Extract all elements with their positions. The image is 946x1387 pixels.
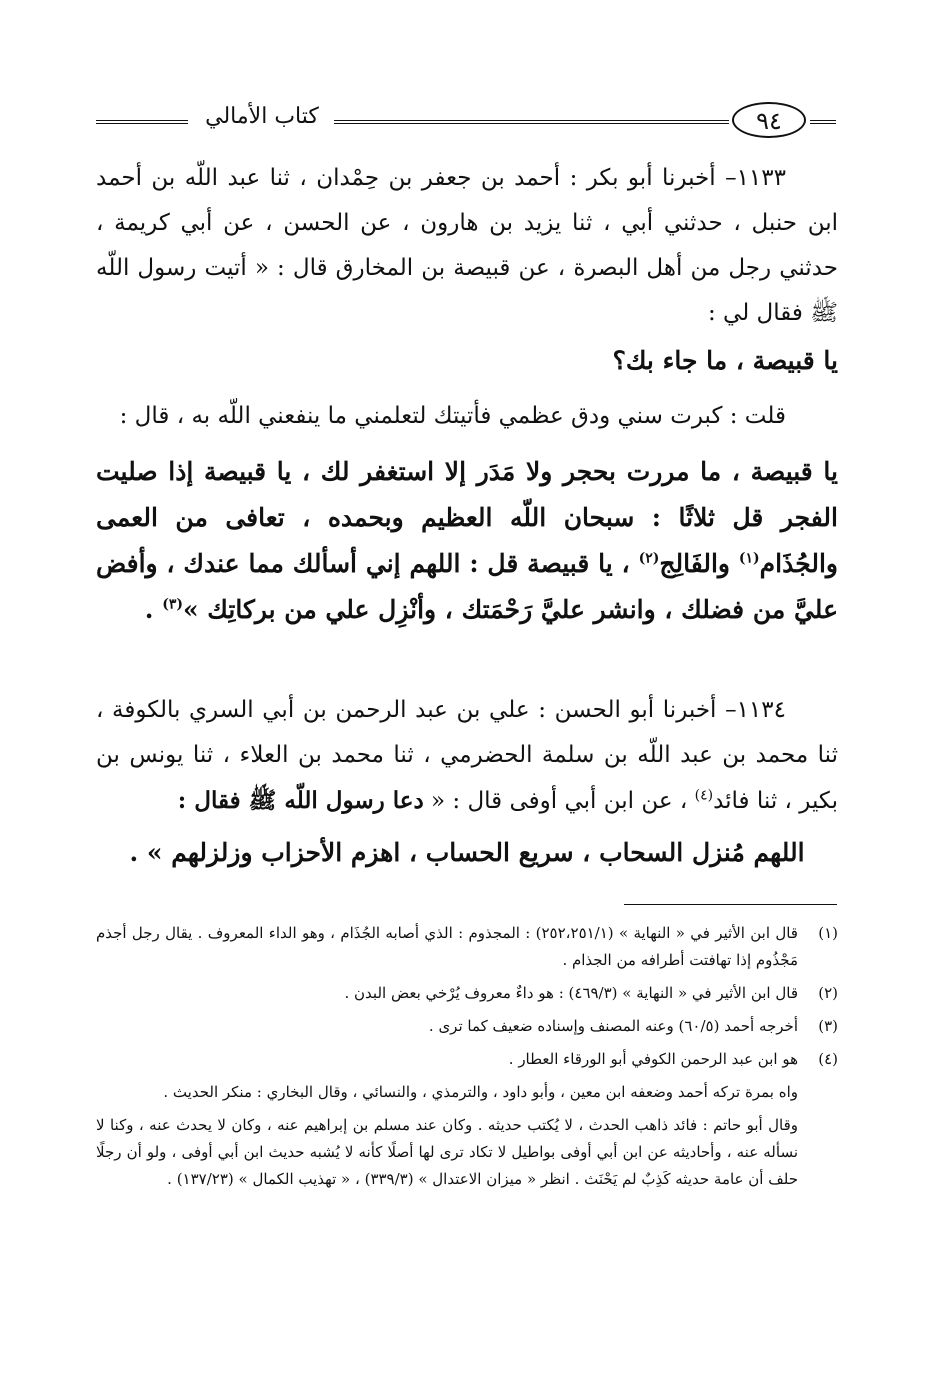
hadith-1134-dua: اللهم مُنزل السحاب ، سريع الحساب ، اهزم الأحزاب وزلزلهم » .	[129, 838, 805, 867]
footnote-text: قال ابن الأثير في « النهاية » (٤٦٩/٣) : هو داءٌ معروف يُرْخي بعض البدن .	[344, 984, 798, 1002]
footnote-number: (٢)	[818, 984, 838, 1002]
hadith-1133-text-a: يا قبيصة ، ما مررت بحجر ولا مَدَر إلا استغفر لك ، يا قبيصة إذا صليت الفجر قل ثلاثًا : سبحان اللّه العظيم وبحمده ، تعافى من العمى والجُذَام	[96, 457, 838, 578]
footnote-3	[96, 1013, 838, 1040]
hadith-1134-bold: دعا رسول اللّه ﷺ فقال :	[177, 787, 424, 814]
hadith-1133-text	[96, 449, 838, 633]
footnote-ref-2: (٢)	[638, 550, 660, 567]
footnote-ref-1: (١)	[738, 550, 760, 567]
footnote-number: (١)	[818, 924, 838, 942]
book-title: كتاب الأمالي	[205, 104, 319, 129]
footnotes	[96, 920, 838, 1193]
footnote-1	[96, 920, 838, 974]
hadith-1134-isnad-b: ، عن ابن أبي أوفى قال : «	[431, 788, 688, 814]
hadith-1133-text-b: والفَالِج	[659, 549, 730, 578]
header-rule-middle	[334, 120, 729, 124]
page-number: ٩٤	[732, 102, 806, 138]
page-header	[96, 100, 836, 144]
footnote-text: هو ابن عبد الرحمن الكوفي أبو الورقاء العطار .	[508, 1050, 798, 1068]
hadith-1134	[96, 688, 838, 876]
footnote-text: قال ابن الأثير في « النهاية » (٢٥٢،٢٥١/١) : المجذوم : الذي أصابه الجُذَام ، وهو الداء المعروف . يقال رجل أجذم مَجْذُوم إذا تهافتت أطرافه من الجذام .	[96, 924, 798, 969]
footnote-separator	[624, 904, 837, 905]
footnote-ref-4: (٤)	[694, 787, 714, 804]
footnote-2	[96, 980, 838, 1007]
header-rule-left	[96, 120, 188, 124]
hadith-1133-answer: قلت : كبرت سني ودق عظمي فأتيتك لتعلمني ما ينفعني اللّه به ، قال :	[119, 403, 786, 429]
hadith-1133	[96, 156, 838, 633]
footnote-4-continuation-1: واه بمرة تركه أحمد وضعفه ابن معين ، وأبو داود ، والترمذي ، والنسائي ، وقال البخاري : منكر الحديث .	[163, 1083, 798, 1101]
footnote-4	[96, 1046, 838, 1073]
hadith-1133-question: يا قبيصة ، ما جاء بك؟	[612, 346, 838, 375]
header-rule-right	[810, 120, 836, 124]
hadith-1133-text-c: ، يا قبيصة قل : اللهم إني أسألك مما عندك ، وأفض عليَّ من فضلك ، وانشر عليَّ رَحْمَتك ، وأنْزِل علي من بركاتِك »	[96, 549, 838, 624]
hadith-1134-isnad-a: ١١٣٤– أخبرنا أبو الحسن : علي بن عبد الرحمن بن أبي السري بالكوفة ، ثنا محمد بن عبد اللّه بن سلمة الحضرمي ، ثنا محمد بن العلاء ، ثنا يونس بن بكير ، ثنا فائد	[96, 697, 838, 814]
footnote-number: (٤)	[818, 1050, 838, 1068]
hadith-1133-isnad: ١١٣٣– أخبرنا أبو بكر : أحمد بن جعفر بن حِمْدان ، ثنا عبد اللّه بن أحمد ابن حنبل ، حدثني أبي ، ثنا يزيد بن هارون ، عن الحسن ، عن أبي كريمة ، حدثني رجل من أهل البصرة ، عن قبيصة بن المخارق قال : « أتيت رسول اللّه ﷺ فقال لي :	[96, 165, 838, 326]
footnote-text: أخرجه أحمد (٦٠/٥) وعنه المصنف وإسناده ضعيف كما ترى .	[428, 1017, 798, 1035]
hadith-1133-tail: .	[144, 595, 163, 624]
footnote-number: (٣)	[818, 1017, 838, 1035]
footnote-ref-3: (٣)	[162, 596, 183, 613]
footnote-4-continuation-2: وقال أبو حاتم : فائد ذاهب الحدث ، لا يُكتب حديثه . وكان عند مسلم بن إبراهيم عنه ، وكان لا يحدث عنه ، وكنا لا نسأله عنه ، وأحاديثه عن ابن أبي أوفى بواطيل لا تكاد ترى لها أصلًا كأنه لا يُشبه حديث ابن أبي أوفى ، ولو أن رجلًا حلف أن عامة حديثه كَذِبٌ لم يَحْنَث . انظر « ميزان الاعتدال » (٣٣٩/٣) ، « تهذيب الكمال » (١٣٧/٢٣) .	[96, 1116, 798, 1188]
hadith-1134-isnad	[96, 688, 838, 824]
